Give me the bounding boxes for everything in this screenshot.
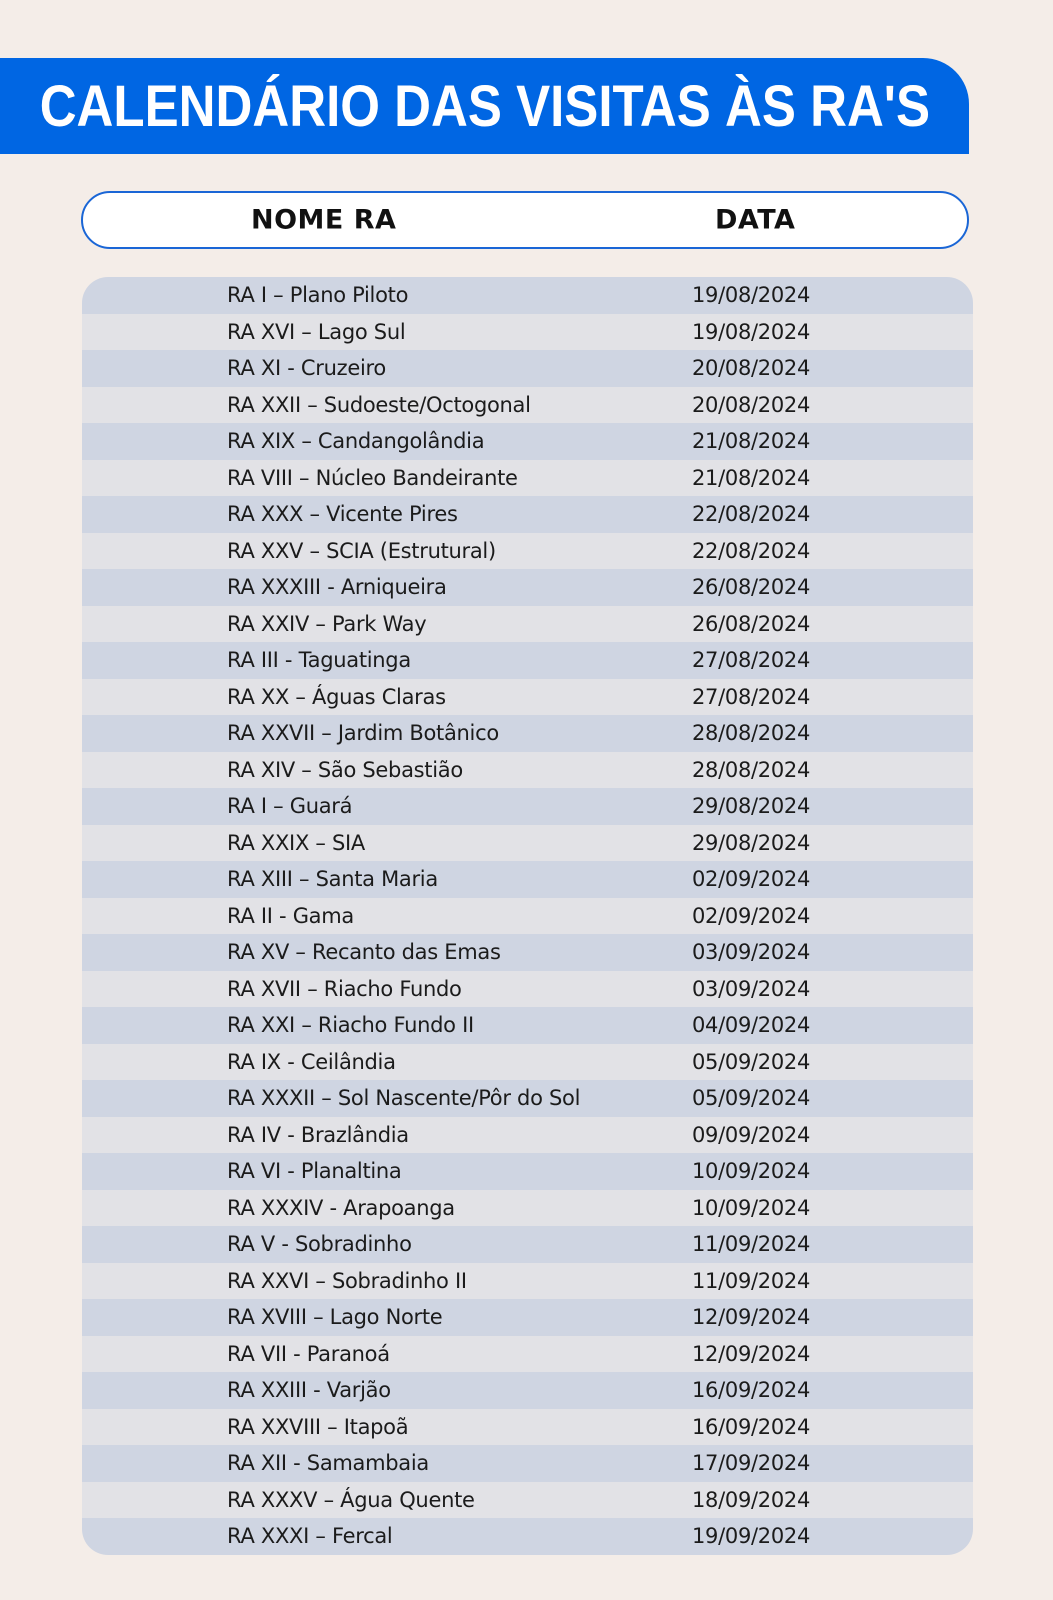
visit-date: 29/08/2024 bbox=[692, 830, 811, 855]
ra-name: RA IV - Brazlândia bbox=[227, 1122, 409, 1147]
ra-name: RA VIII – Núcleo Bandeirante bbox=[227, 465, 518, 490]
visit-date: 28/08/2024 bbox=[692, 757, 811, 782]
ra-name: RA XXIX – SIA bbox=[227, 830, 365, 855]
visit-date: 19/09/2024 bbox=[692, 1524, 811, 1549]
table-row bbox=[82, 277, 973, 314]
page-title: CALENDÁRIO DAS VISITAS ÀS RA'S bbox=[39, 73, 930, 139]
table-row bbox=[82, 1518, 973, 1555]
visit-date: 20/08/2024 bbox=[692, 356, 811, 381]
ra-name: RA XIV – São Sebastião bbox=[227, 757, 463, 782]
table-row bbox=[82, 898, 973, 935]
visit-date: 12/09/2024 bbox=[692, 1341, 811, 1366]
ra-name: RA XV – Recanto das Emas bbox=[227, 940, 501, 965]
ra-name: RA II - Gama bbox=[227, 903, 354, 928]
table-row bbox=[82, 387, 973, 424]
visit-date: 28/08/2024 bbox=[692, 721, 811, 746]
table-row bbox=[82, 1299, 973, 1336]
ra-name: RA XIII – Santa Maria bbox=[227, 867, 438, 892]
visit-date: 19/08/2024 bbox=[692, 319, 811, 344]
visit-date: 27/08/2024 bbox=[692, 684, 811, 709]
ra-name: RA XI - Cruzeiro bbox=[227, 356, 386, 381]
visit-date: 18/09/2024 bbox=[692, 1487, 811, 1512]
ra-name: RA VII - Paranoá bbox=[227, 1341, 390, 1366]
ra-name: RA XVI – Lago Sul bbox=[227, 319, 406, 344]
visit-date: 03/09/2024 bbox=[692, 976, 811, 1001]
visit-date: 11/09/2024 bbox=[692, 1232, 811, 1257]
table-row bbox=[82, 1044, 973, 1081]
ra-name: RA XXII – Sudoeste/Octogonal bbox=[227, 392, 531, 417]
table-row bbox=[82, 423, 973, 460]
table-row bbox=[82, 533, 973, 570]
table-row bbox=[82, 1190, 973, 1227]
ra-name: RA XXX – Vicente Pires bbox=[227, 502, 458, 527]
table-row bbox=[82, 1409, 973, 1446]
table-row bbox=[82, 825, 973, 862]
ra-name: RA III - Taguatinga bbox=[227, 648, 411, 673]
visit-date: 26/08/2024 bbox=[692, 575, 811, 600]
visit-date: 10/09/2024 bbox=[692, 1195, 811, 1220]
table-row bbox=[82, 1117, 973, 1154]
table-row bbox=[82, 752, 973, 789]
ra-name: RA XXXV – Água Quente bbox=[227, 1487, 475, 1512]
table-row bbox=[82, 971, 973, 1008]
ra-name: RA XX – Águas Claras bbox=[227, 684, 446, 709]
table-row bbox=[82, 934, 973, 971]
table-row bbox=[82, 314, 973, 351]
ra-name: RA XVII – Riacho Fundo bbox=[227, 976, 462, 1001]
table-row bbox=[82, 1153, 973, 1190]
visit-date: 05/09/2024 bbox=[692, 1049, 811, 1074]
ra-name: RA VI - Planaltina bbox=[227, 1159, 402, 1184]
table-row bbox=[82, 606, 973, 643]
ra-name: RA XXIV – Park Way bbox=[227, 611, 427, 636]
ra-name: RA I – Plano Piloto bbox=[227, 283, 409, 308]
table-row bbox=[82, 1226, 973, 1263]
visit-date: 22/08/2024 bbox=[692, 502, 811, 527]
ra-name: RA IX - Ceilândia bbox=[227, 1049, 396, 1074]
table-row bbox=[82, 1445, 973, 1482]
visit-date: 04/09/2024 bbox=[692, 1013, 811, 1038]
visit-date: 02/09/2024 bbox=[692, 903, 811, 928]
table-row bbox=[82, 679, 973, 716]
table-row bbox=[82, 1080, 973, 1117]
ra-name: RA XIX – Candangolândia bbox=[227, 429, 485, 454]
ra-name: RA XXV – SCIA (Estrutural) bbox=[227, 538, 496, 563]
visit-date: 26/08/2024 bbox=[692, 611, 811, 636]
visit-date: 29/08/2024 bbox=[692, 794, 811, 819]
table-row bbox=[82, 496, 973, 533]
visit-date: 20/08/2024 bbox=[692, 392, 811, 417]
visit-date: 10/09/2024 bbox=[692, 1159, 811, 1184]
ra-name: RA XXVIII – Itapoã bbox=[227, 1414, 409, 1439]
title-banner bbox=[0, 58, 969, 154]
ra-name: RA XXVII – Jardim Botânico bbox=[227, 721, 499, 746]
column-header-name: NOME RA bbox=[251, 204, 397, 236]
table-header bbox=[81, 191, 969, 249]
column-header-date: DATA bbox=[715, 204, 796, 236]
visit-date: 16/09/2024 bbox=[692, 1378, 811, 1403]
table-row bbox=[82, 1372, 973, 1409]
table-row bbox=[82, 350, 973, 387]
visit-date: 03/09/2024 bbox=[692, 940, 811, 965]
ra-name: RA XXI – Riacho Fundo II bbox=[227, 1013, 474, 1038]
visit-date: 22/08/2024 bbox=[692, 538, 811, 563]
ra-name: RA XXVI – Sobradinho II bbox=[227, 1268, 467, 1293]
visit-date: 05/09/2024 bbox=[692, 1086, 811, 1111]
visit-date: 16/09/2024 bbox=[692, 1414, 811, 1439]
ra-name: RA XXXIII - Arniqueira bbox=[227, 575, 447, 600]
table-row bbox=[82, 861, 973, 898]
visit-date: 21/08/2024 bbox=[692, 465, 811, 490]
table-row bbox=[82, 642, 973, 679]
visit-date: 12/09/2024 bbox=[692, 1305, 811, 1330]
ra-name: RA XXIII - Varjão bbox=[227, 1378, 391, 1403]
table-row bbox=[82, 715, 973, 752]
ra-name: RA XXXI – Fercal bbox=[227, 1524, 393, 1549]
ra-name: RA I – Guará bbox=[227, 794, 353, 819]
table-row bbox=[82, 788, 973, 825]
ra-name: RA XXXIV - Arapoanga bbox=[227, 1195, 455, 1220]
visit-date: 19/08/2024 bbox=[692, 283, 811, 308]
ra-name: RA V - Sobradinho bbox=[227, 1232, 412, 1257]
table-row bbox=[82, 1007, 973, 1044]
visit-date: 17/09/2024 bbox=[692, 1451, 811, 1476]
table-row bbox=[82, 1336, 973, 1373]
visit-date: 09/09/2024 bbox=[692, 1122, 811, 1147]
visit-date: 27/08/2024 bbox=[692, 648, 811, 673]
visit-date: 02/09/2024 bbox=[692, 867, 811, 892]
ra-name: RA XVIII – Lago Norte bbox=[227, 1305, 443, 1330]
ra-name: RA XXXII – Sol Nascente/Pôr do Sol bbox=[227, 1086, 581, 1111]
table-row bbox=[82, 460, 973, 497]
schedule-table bbox=[82, 277, 973, 1555]
table-row bbox=[82, 1482, 973, 1519]
visit-date: 21/08/2024 bbox=[692, 429, 811, 454]
table-row bbox=[82, 1263, 973, 1300]
visit-date: 11/09/2024 bbox=[692, 1268, 811, 1293]
table-row bbox=[82, 569, 973, 606]
ra-name: RA XII - Samambaia bbox=[227, 1451, 429, 1476]
